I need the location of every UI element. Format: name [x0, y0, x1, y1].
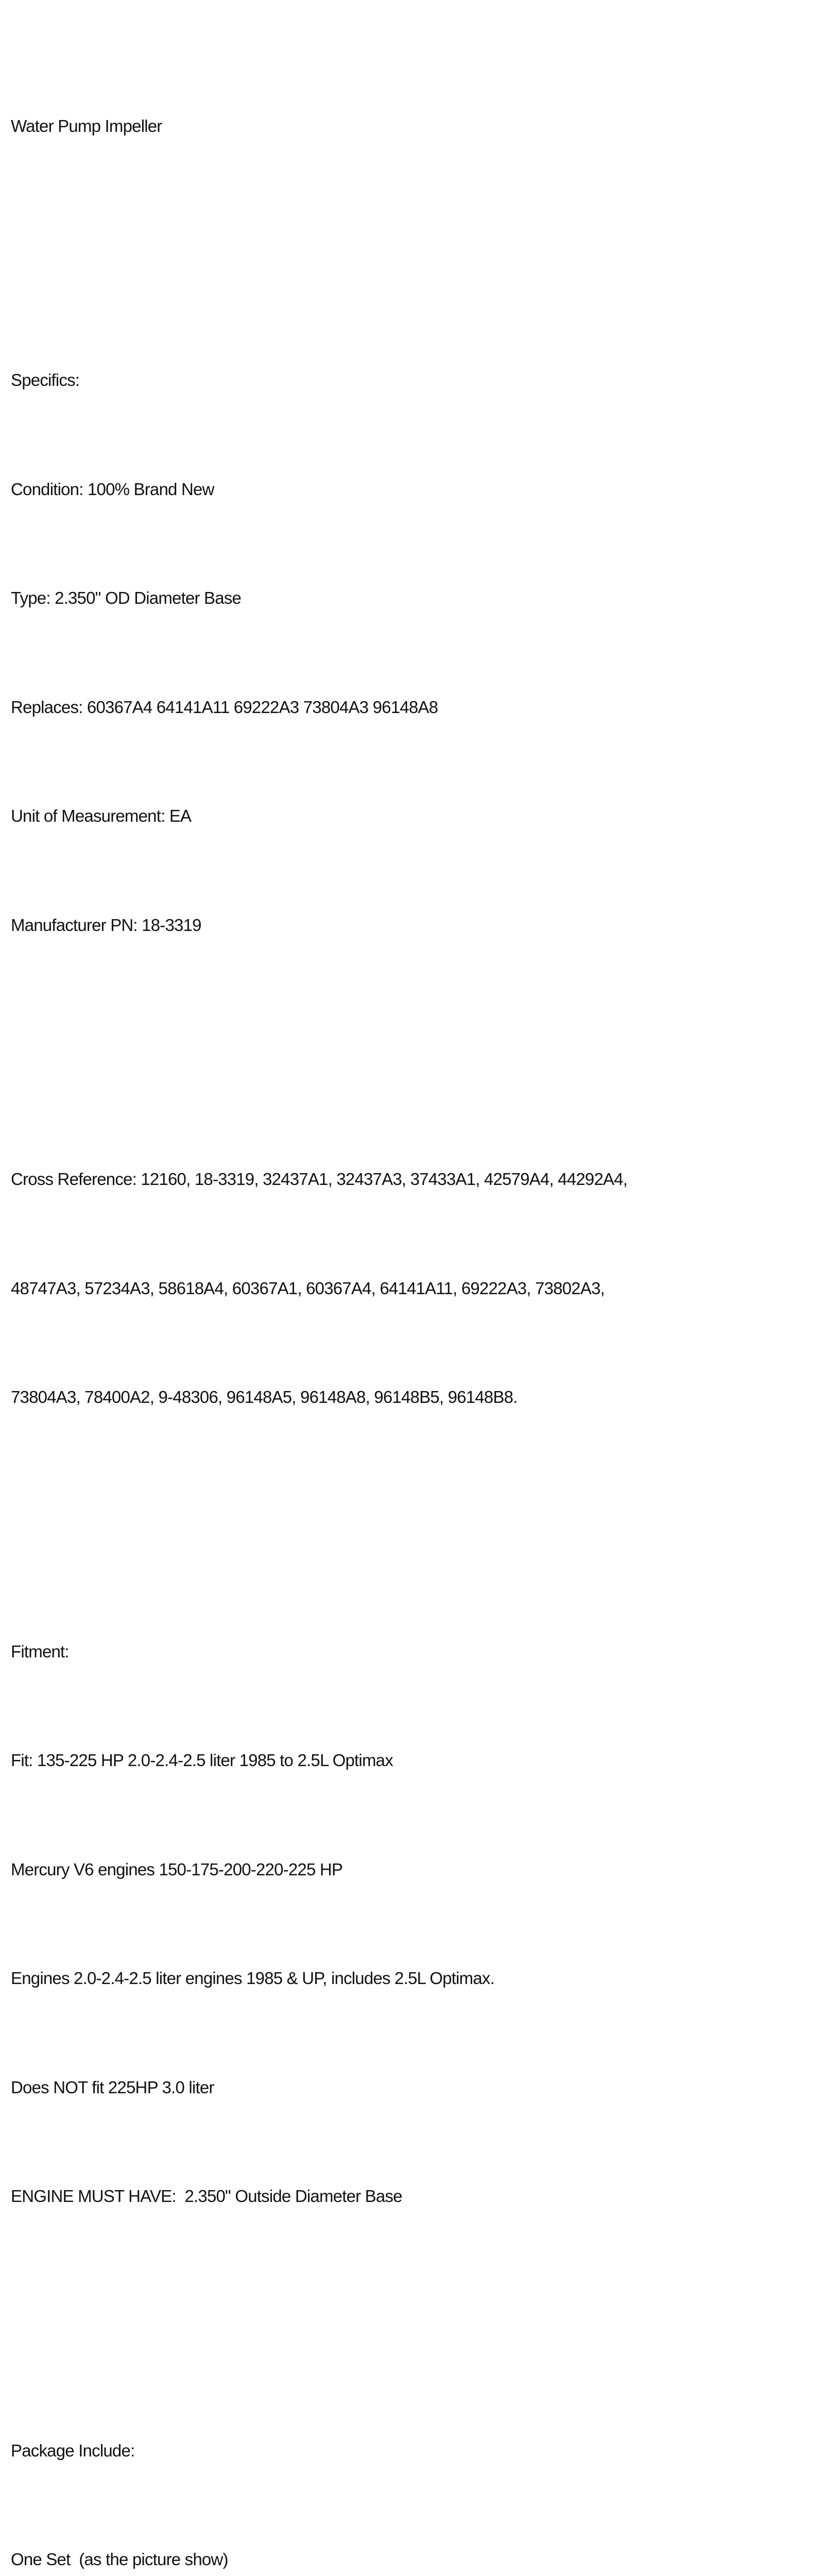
spec-manufacturer-pn: Manufacturer PN: 18-3319 — [11, 915, 201, 935]
spacer — [11, 217, 824, 253]
spacer — [11, 1488, 824, 1525]
fitment-does-not-fit: Does NOT fit 225HP 3.0 liter — [11, 2077, 214, 2097]
spacer — [11, 2287, 824, 2324]
package-include-heading: Package Include: — [11, 2441, 135, 2460]
spacer — [11, 1016, 824, 1053]
cross-reference-line-1: Cross Reference: 12160, 18-3319, 32437A1, 32437A3, 37433A1, 42579A4, 44292A4, — [11, 1170, 628, 1189]
fitment-heading: Fitment: — [11, 1641, 69, 1661]
spec-unit-of-measurement: Unit of Measurement: EA — [11, 806, 192, 825]
spec-replaces: Replaces: 60367A4 64141A11 69222A3 73804A3 96148A8 — [11, 697, 438, 717]
spec-type: Type: 2.350" OD Diameter Base — [11, 588, 242, 607]
product-title: Water Pump Impeller — [11, 116, 162, 135]
spec-condition: Condition: 100% Brand New — [11, 479, 214, 499]
specifics-heading: Specifics: — [11, 370, 80, 389]
fitment-engines-range: Engines 2.0-2.4-2.5 liter engines 1985 & UP, includes 2.5L Optimax. — [11, 1969, 494, 1988]
fitment-mercury-engines: Mercury V6 engines 150-175-200-220-225 HP — [11, 1859, 343, 1879]
fitment-engine-must-have: ENGINE MUST HAVE: 2.350" Outside Diameter Base — [11, 2187, 402, 2206]
package-contents: One Set (as the picture show) — [11, 2550, 228, 2569]
cross-reference-line-2: 48747A3, 57234A3, 58618A4, 60367A1, 60367A4, 64141A11, 69222A3, 73802A3, — [11, 1278, 605, 1298]
fitment-fit: Fit: 135-225 HP 2.0-2.4-2.5 liter 1985 to 2.5L Optimax — [11, 1751, 393, 1770]
cross-reference-line-3: 73804A3, 78400A2, 9-48306, 96148A5, 96148A8, 96148B5, 96148B8. — [11, 1387, 518, 1406]
